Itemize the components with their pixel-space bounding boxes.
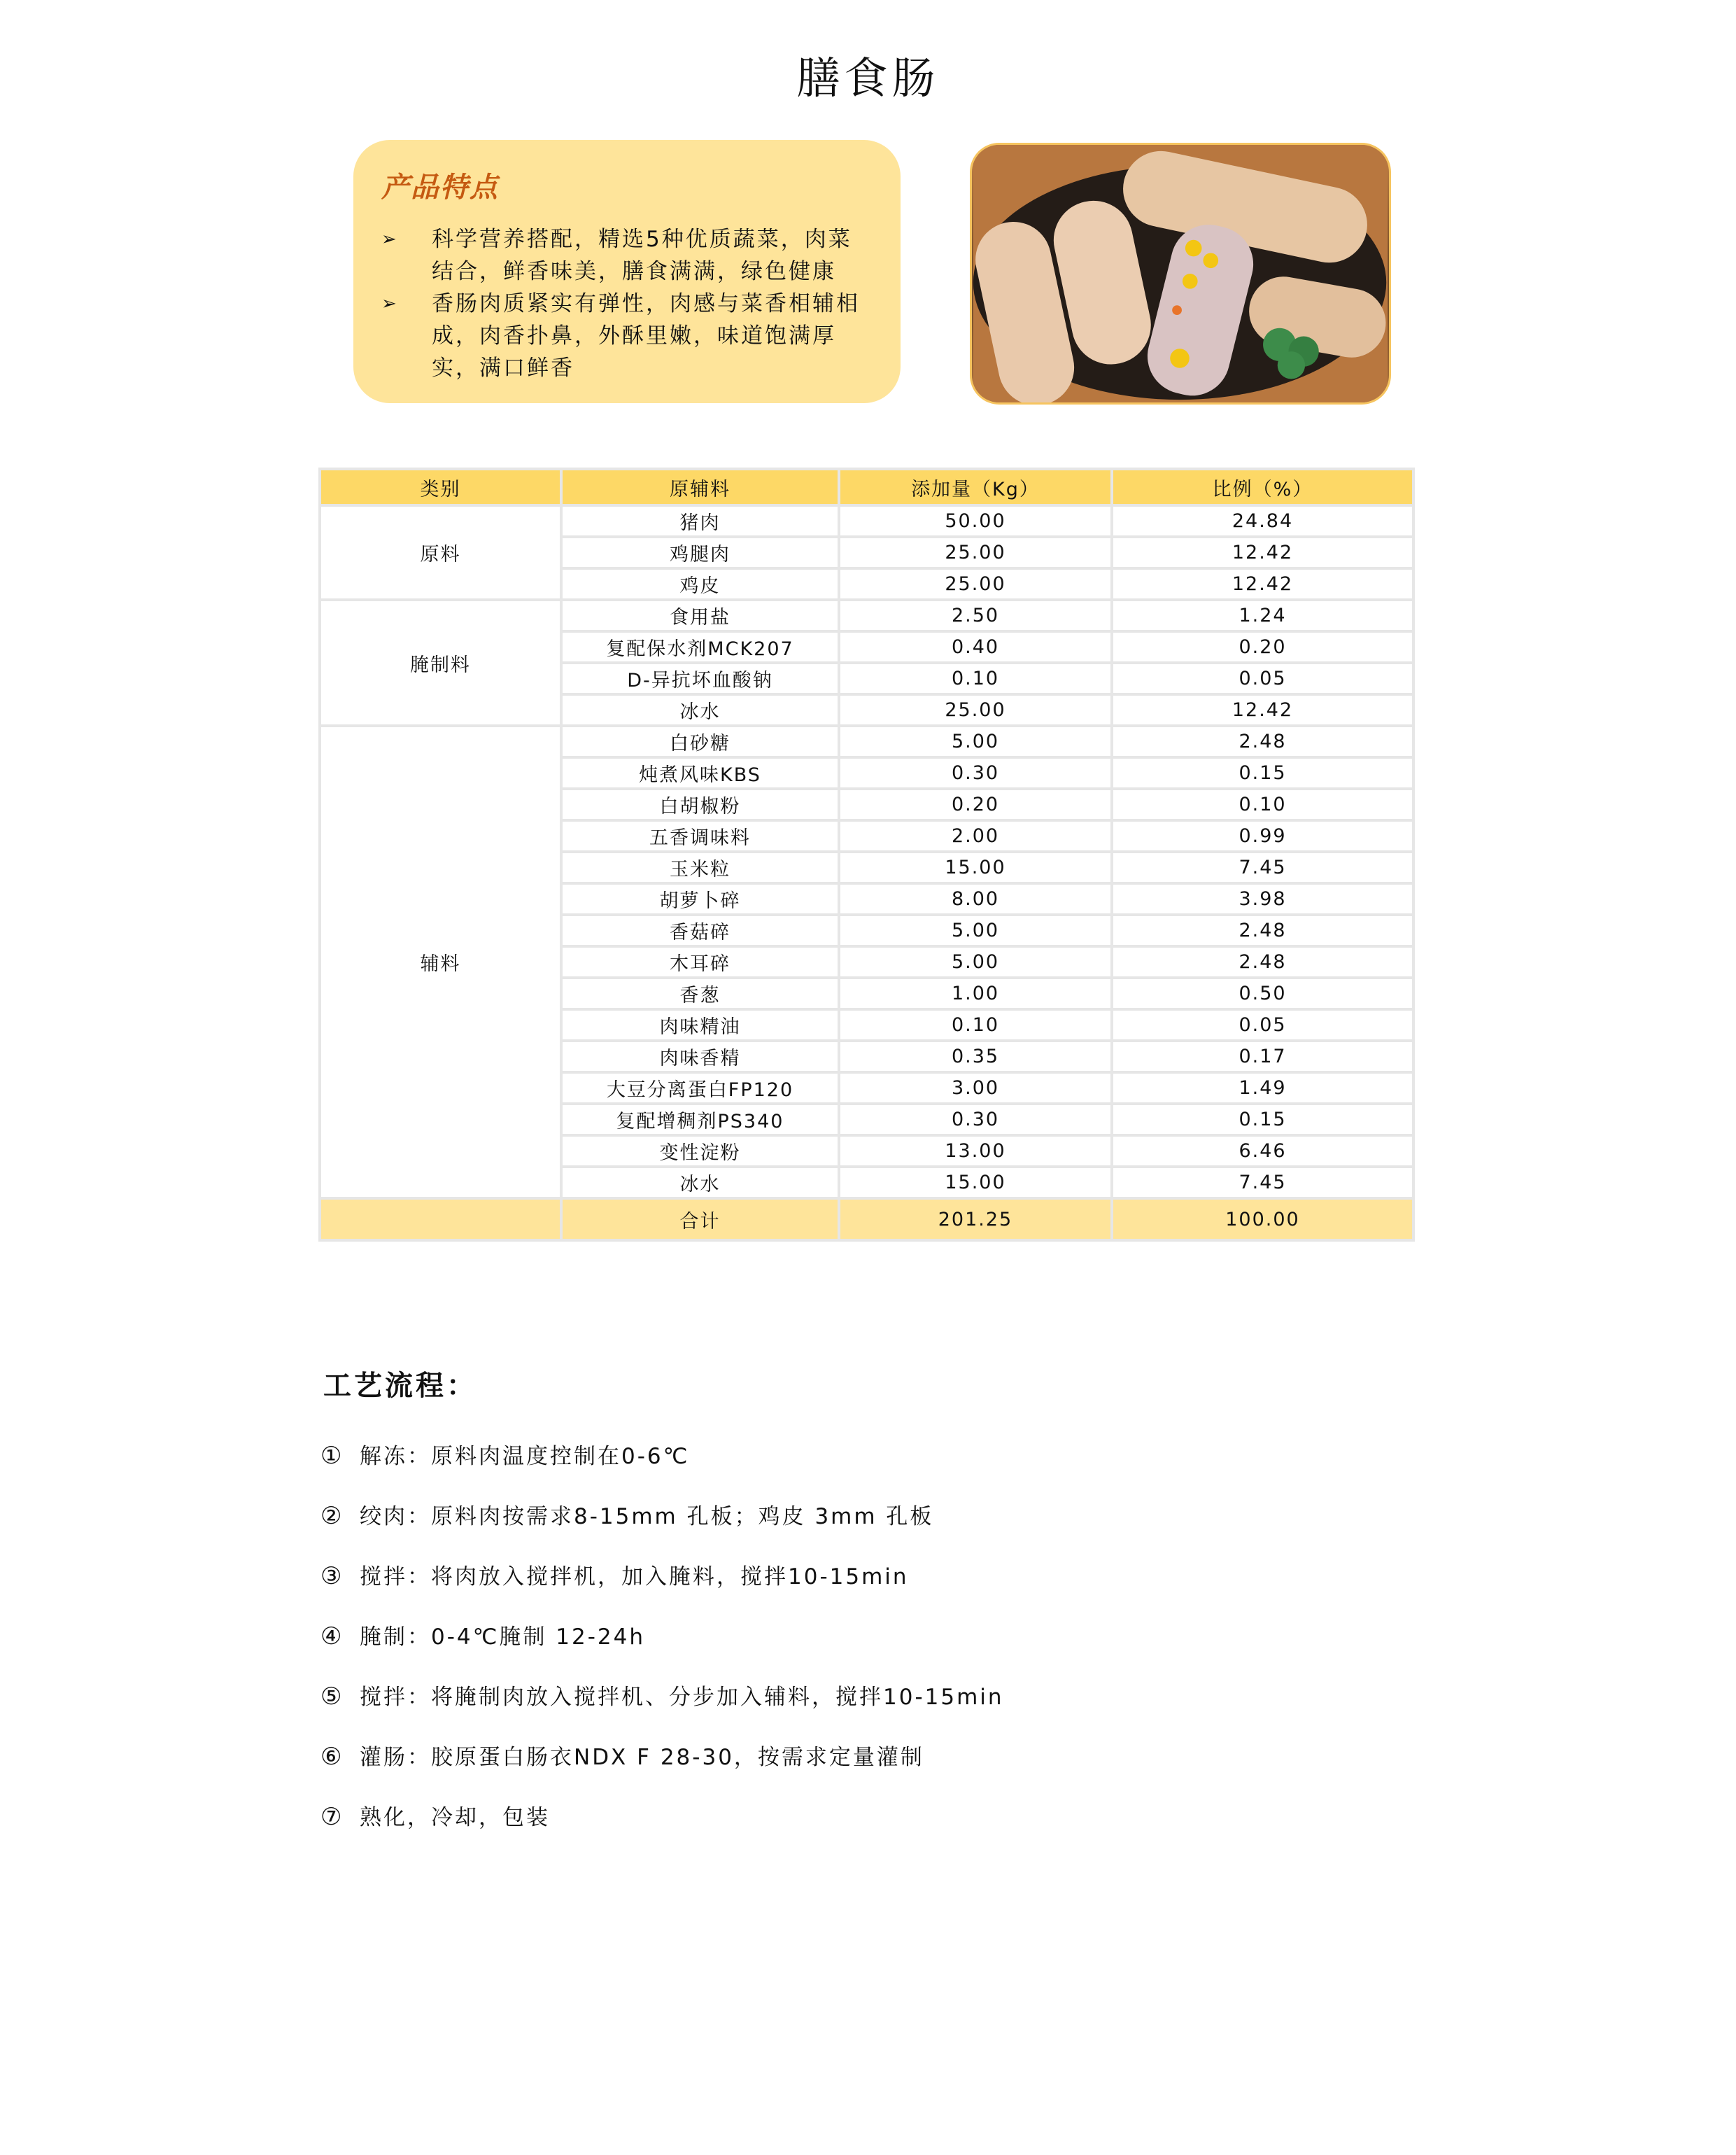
total-category: [320, 1198, 561, 1240]
amount-cell: 2.50: [839, 600, 1112, 631]
ingredient-cell: 炖煮风味KBS: [561, 757, 839, 789]
ingredient-cell: 玉米粒: [561, 852, 839, 883]
step-text: 解冻：原料肉温度控制在0-6℃: [360, 1444, 690, 1469]
process-steps: [320, 1440, 1004, 1862]
feature-text: 香肠肉质紧实有弹性，肉感与菜香相辅相成，肉香扑鼻，外酥里嫩，味道饱满厚实，满口鲜香: [432, 291, 860, 381]
ingredient-cell: 鸡皮: [561, 568, 839, 600]
amount-cell: 25.00: [839, 537, 1112, 568]
ingredient-cell: 猪肉: [561, 505, 839, 537]
sausage-illustration-icon: [972, 145, 1389, 402]
ingredient-cell: 复配增稠剂PS340: [561, 1104, 839, 1135]
header-category: 类别: [320, 469, 561, 505]
ingredient-cell: 香菇碎: [561, 915, 839, 946]
ingredient-cell: 肉味精油: [561, 1009, 839, 1041]
ingredient-cell: D-异抗坏血酸钠: [561, 663, 839, 694]
step-number: ②: [320, 1502, 344, 1530]
amount-cell: 0.30: [839, 757, 1112, 789]
process-step: [320, 1802, 1004, 1862]
category-cell: 腌制料: [320, 600, 561, 726]
amount-cell: 0.40: [839, 631, 1112, 663]
ingredient-cell: 五香调味料: [561, 820, 839, 852]
category-cell: 原料: [320, 505, 561, 600]
amount-cell: 3.00: [839, 1072, 1112, 1104]
table-row: [320, 600, 1413, 631]
step-text: 绞肉：原料肉按需求8-15mm 孔板；鸡皮 3mm 孔板: [360, 1504, 934, 1529]
amount-cell: 0.10: [839, 1009, 1112, 1041]
ratio-cell: 0.05: [1112, 663, 1413, 694]
step-number: ③: [320, 1562, 344, 1590]
amount-cell: 8.00: [839, 883, 1112, 915]
ratio-cell: 24.84: [1112, 505, 1413, 537]
arrow-bullet-icon: ➢: [381, 293, 399, 314]
process-step: [320, 1440, 1004, 1501]
ratio-cell: 3.98: [1112, 883, 1413, 915]
ratio-cell: 2.48: [1112, 915, 1413, 946]
ingredient-cell: 白砂糖: [561, 726, 839, 757]
ingredient-cell: 香葱: [561, 978, 839, 1009]
ratio-cell: 0.99: [1112, 820, 1413, 852]
amount-cell: 5.00: [839, 915, 1112, 946]
amount-cell: 15.00: [839, 1167, 1112, 1198]
ratio-cell: 0.20: [1112, 631, 1413, 663]
ingredient-cell: 大豆分离蛋白FP120: [561, 1072, 839, 1104]
ratio-cell: 6.46: [1112, 1135, 1413, 1167]
amount-cell: 5.00: [839, 726, 1112, 757]
feature-text: 科学营养搭配，精选5种优质蔬菜，肉菜结合，鲜香味美，膳食满满，绿色健康: [432, 227, 852, 284]
feature-item: [381, 288, 873, 384]
amount-cell: 2.00: [839, 820, 1112, 852]
process-step: [320, 1741, 1004, 1802]
amount-cell: 0.20: [839, 789, 1112, 820]
table-row: [320, 726, 1413, 757]
ratio-cell: 2.48: [1112, 946, 1413, 978]
arrow-bullet-icon: ➢: [381, 229, 399, 250]
step-text: 腌制：0-4℃腌制 12-24h: [360, 1624, 646, 1650]
ingredient-cell: 白胡椒粉: [561, 789, 839, 820]
step-text: 搅拌：将肉放入搅拌机，加入腌料，搅拌10-15min: [360, 1564, 909, 1589]
page-title: 膳食肠: [796, 52, 940, 104]
process-heading: 工艺流程：: [323, 1370, 477, 1402]
ratio-cell: 0.15: [1112, 757, 1413, 789]
amount-cell: 50.00: [839, 505, 1112, 537]
product-features-card: [353, 140, 901, 403]
ingredient-cell: 冰水: [561, 694, 839, 726]
process-step: [320, 1681, 1004, 1741]
ingredient-cell: 木耳碎: [561, 946, 839, 978]
amount-cell: 25.00: [839, 568, 1112, 600]
ratio-cell: 12.42: [1112, 694, 1413, 726]
amount-cell: 1.00: [839, 978, 1112, 1009]
ratio-cell: 0.50: [1112, 978, 1413, 1009]
total-label: 合计: [561, 1198, 839, 1240]
ingredient-cell: 冰水: [561, 1167, 839, 1198]
step-number: ⑥: [320, 1743, 344, 1771]
step-text: 搅拌：将腌制肉放入搅拌机、分步加入辅料，搅拌10-15min: [360, 1685, 1004, 1710]
step-number: ⑦: [320, 1803, 344, 1831]
ratio-cell: 0.17: [1112, 1041, 1413, 1072]
ingredient-cell: 复配保水剂MCK207: [561, 631, 839, 663]
step-text: 熟化，冷却，包装: [360, 1805, 550, 1830]
ratio-cell: 0.10: [1112, 789, 1413, 820]
ratio-cell: 1.49: [1112, 1072, 1413, 1104]
category-cell: 辅料: [320, 726, 561, 1198]
step-text: 灌肠：胶原蛋白肠衣NDX F 28-30，按需求定量灌制: [360, 1745, 924, 1770]
amount-cell: 0.30: [839, 1104, 1112, 1135]
ingredient-cell: 变性淀粉: [561, 1135, 839, 1167]
total-amount: 201.25: [839, 1198, 1112, 1240]
ratio-cell: 12.42: [1112, 568, 1413, 600]
ratio-cell: 0.15: [1112, 1104, 1413, 1135]
table-header-row: [320, 469, 1413, 505]
ratio-cell: 7.45: [1112, 1167, 1413, 1198]
table-row: [320, 505, 1413, 537]
header-ingredient: 原辅料: [561, 469, 839, 505]
process-step: [320, 1501, 1004, 1561]
header-amount: 添加量（Kg）: [839, 469, 1112, 505]
ratio-cell: 0.05: [1112, 1009, 1413, 1041]
amount-cell: 5.00: [839, 946, 1112, 978]
amount-cell: 25.00: [839, 694, 1112, 726]
formula-table: [318, 468, 1415, 1242]
ingredient-cell: 胡萝卜碎: [561, 883, 839, 915]
ingredient-cell: 肉味香精: [561, 1041, 839, 1072]
amount-cell: 15.00: [839, 852, 1112, 883]
amount-cell: 0.10: [839, 663, 1112, 694]
ratio-cell: 2.48: [1112, 726, 1413, 757]
ratio-cell: 7.45: [1112, 852, 1413, 883]
process-step: [320, 1621, 1004, 1681]
step-number: ⑤: [320, 1683, 344, 1711]
feature-item: [381, 223, 873, 288]
total-ratio: 100.00: [1112, 1198, 1413, 1240]
process-step: [320, 1561, 1004, 1621]
ingredient-cell: 食用盐: [561, 600, 839, 631]
ratio-cell: 12.42: [1112, 537, 1413, 568]
ingredient-cell: 鸡腿肉: [561, 537, 839, 568]
amount-cell: 0.35: [839, 1041, 1112, 1072]
step-number: ①: [320, 1442, 344, 1470]
header-ratio: 比例（%）: [1112, 469, 1413, 505]
step-number: ④: [320, 1622, 344, 1650]
amount-cell: 13.00: [839, 1135, 1112, 1167]
table-total-row: [320, 1198, 1413, 1240]
features-heading: 产品特点: [381, 171, 499, 204]
ratio-cell: 1.24: [1112, 600, 1413, 631]
product-photo: [970, 143, 1391, 405]
